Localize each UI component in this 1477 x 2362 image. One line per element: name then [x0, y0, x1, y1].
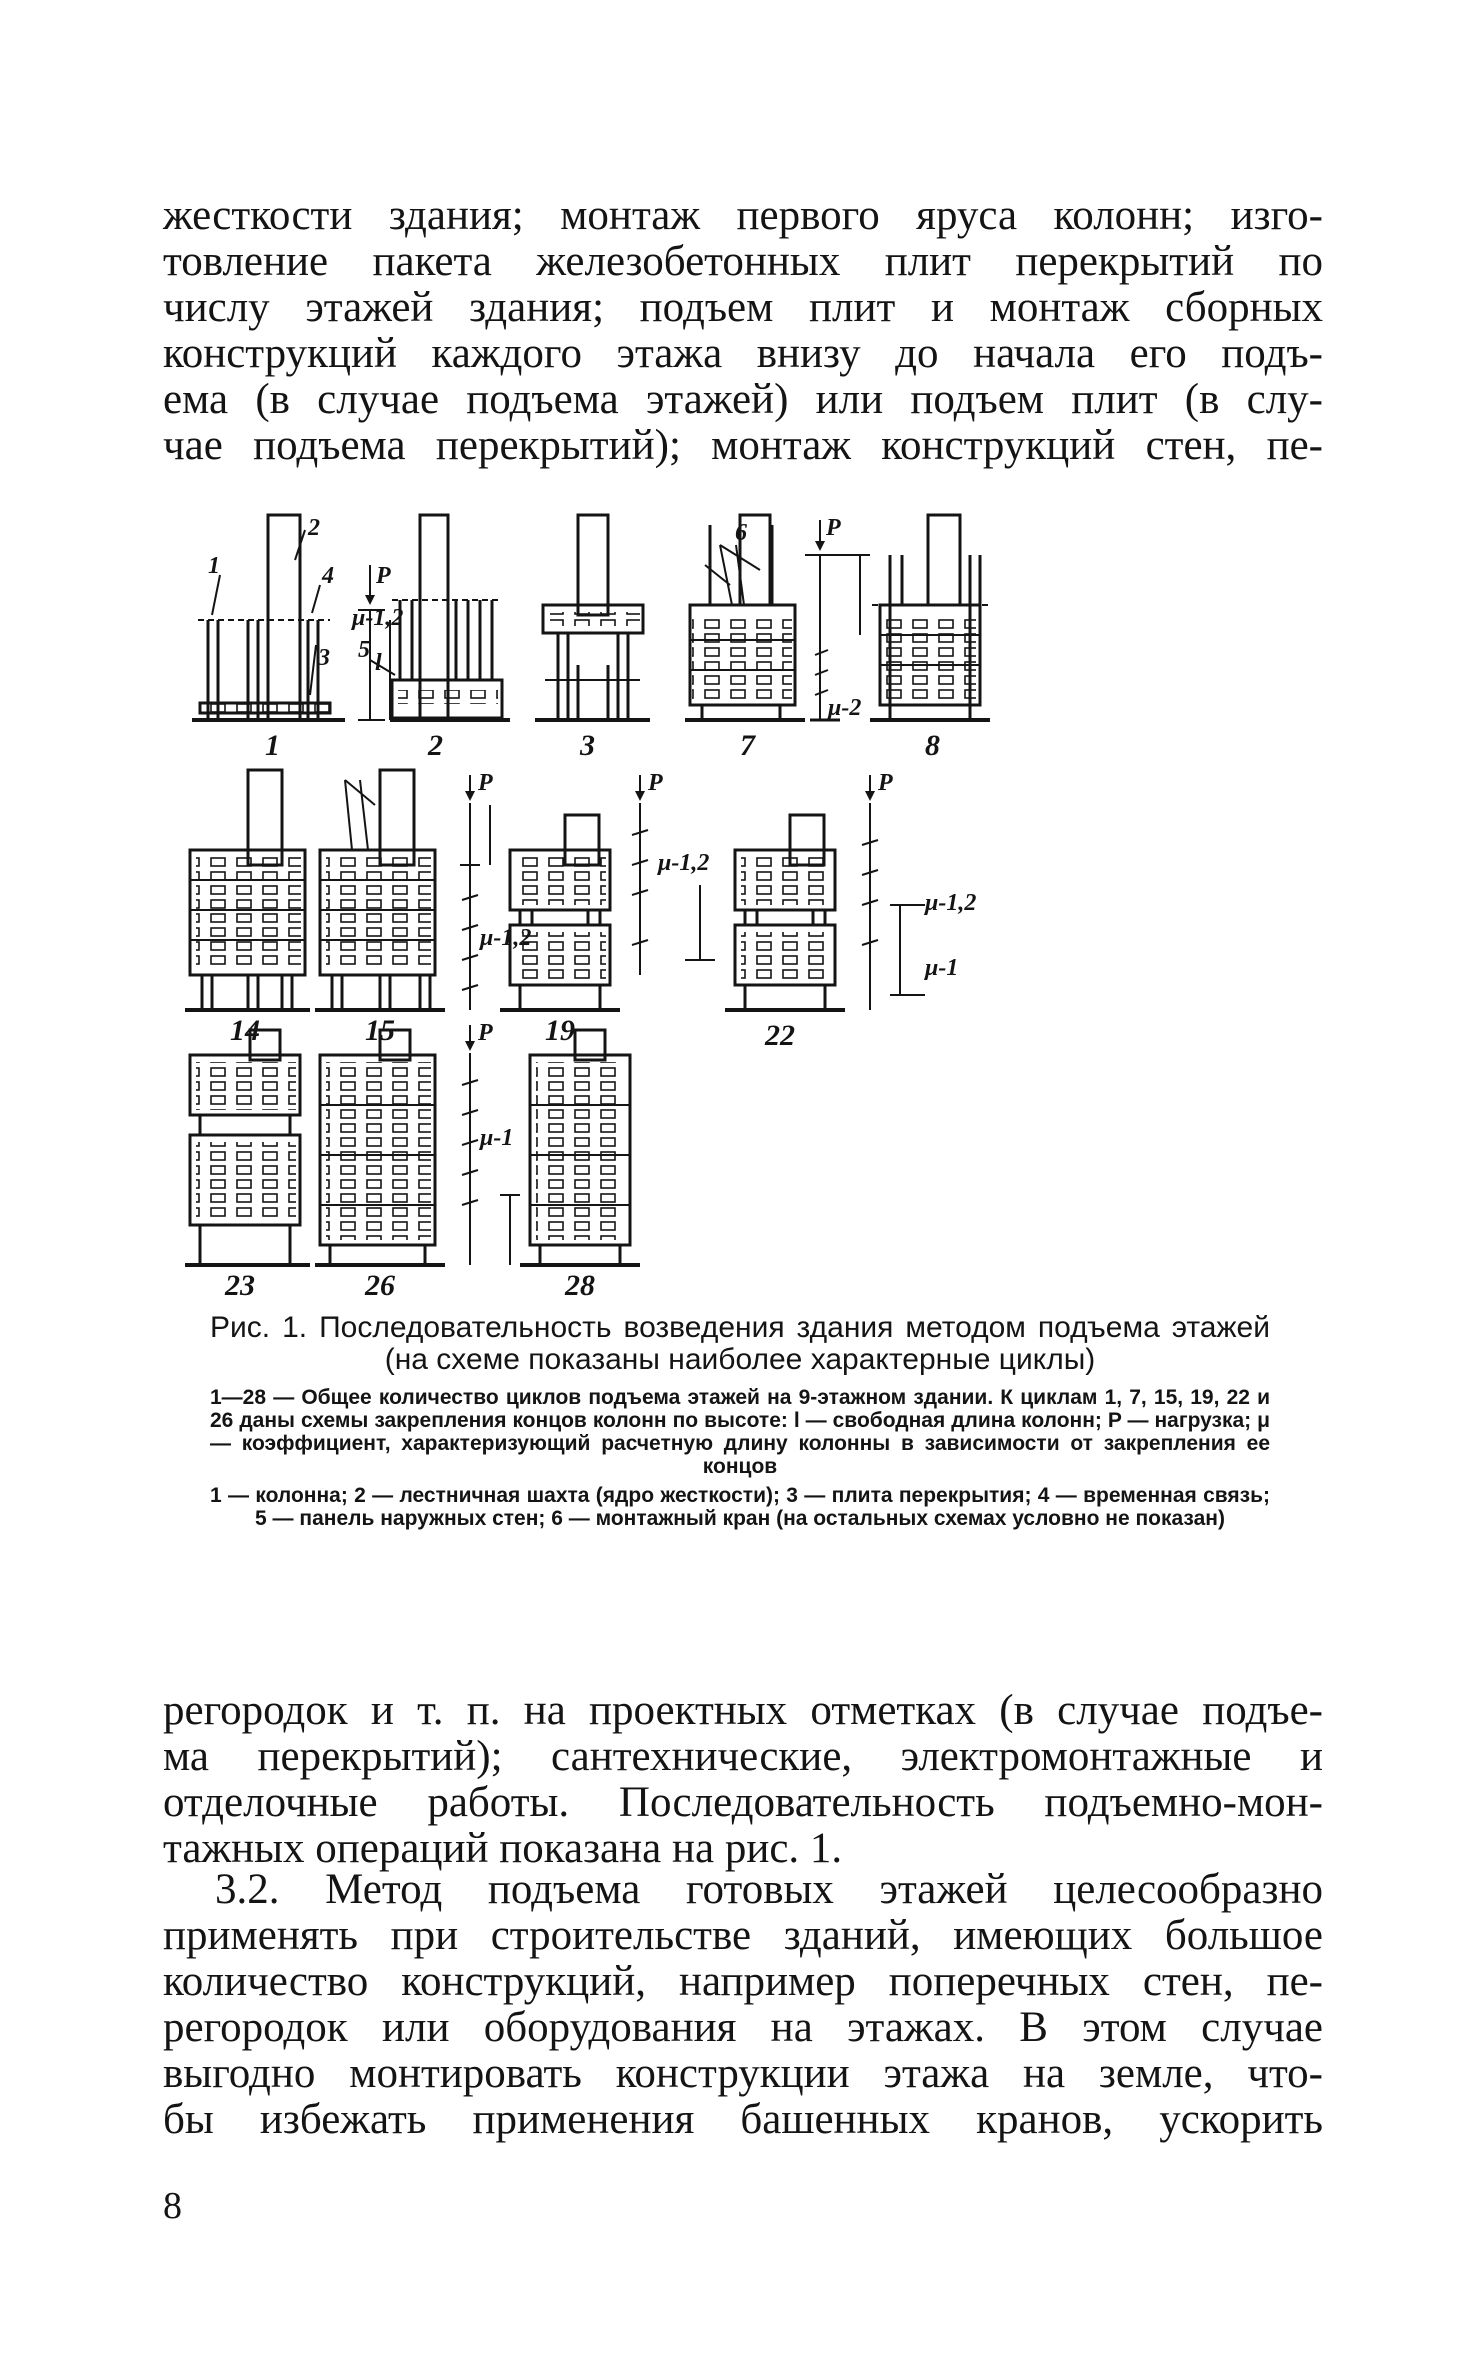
- figure-1-diagram: [180, 505, 1300, 1305]
- top-paragraph: [163, 193, 1323, 469]
- scheme-number-7: 7: [740, 729, 755, 762]
- scheme-23: [185, 1030, 310, 1265]
- scheme-8: [870, 515, 990, 720]
- mu-label-1-2-c: μ-1,2: [658, 850, 710, 876]
- label-temporary-tie: 4: [322, 563, 334, 589]
- scheme-number-1: 1: [265, 729, 280, 762]
- caption-title: Рис. 1. Последовательность возведения здания методом подъема этажей (на схеме показаны наиболее характерные циклы): [210, 1311, 1270, 1376]
- text-line: ема (в случае подъема этажей) или подъем плит (в слу-: [163, 376, 1323, 423]
- text-line: выгодно монтировать конструкции этажа на земле, что-: [163, 2050, 1323, 2097]
- load-label-p: P: [376, 563, 391, 589]
- text-line: конструкций каждого этажа внизу до начала его подъ-: [163, 330, 1323, 377]
- label-floor-slab: 3: [318, 645, 330, 671]
- scheme-number-19: 19: [545, 1014, 575, 1047]
- label-wall-panel: 5: [358, 637, 370, 663]
- load-label-p-3: P: [478, 770, 493, 796]
- mu-label-1-2-b: μ-1,2: [480, 925, 532, 951]
- scheme-number-28: 28: [565, 1269, 595, 1302]
- scheme-number-22: 22: [765, 1019, 795, 1052]
- text-line: бы избежать применения башенных кранов, ускорить: [163, 2096, 1323, 2143]
- scheme-3: [535, 515, 650, 720]
- load-diagram-4: [862, 775, 925, 1010]
- text-line: применять при строительстве зданий, имеющих большое: [163, 1912, 1323, 1959]
- load-diagram-1: [805, 520, 870, 720]
- text-line: чае подъема перекрытий); монтаж конструкций стен, пе-: [163, 422, 1323, 469]
- mu-label-1-b: μ-1: [480, 1125, 514, 1151]
- section-3-2-paragraph: [163, 1867, 1323, 2143]
- text-line: регородок и т. п. на проектных отметках (в случае подъе-: [163, 1687, 1323, 1734]
- load-diagram-2: [460, 775, 490, 1010]
- mu-label-1-2: μ-1,2: [352, 605, 404, 631]
- load-label-p-5: P: [878, 770, 893, 796]
- text-line: 3.2. Метод подъема готовых этажей целесообразно: [215, 1866, 1323, 1913]
- load-label-p-2: P: [826, 515, 841, 541]
- scheme-22: [725, 815, 845, 1010]
- scheme-15: [315, 770, 445, 1010]
- middle-paragraph: [163, 1688, 1323, 1872]
- scheme-number-14: 14: [230, 1014, 260, 1047]
- scheme-number-15: 15: [365, 1014, 395, 1047]
- caption-note-cycles: 1—28 — Общее количество циклов подъема этажей на 9-этажном здании. К циклам 1, 7, 15, 19, 22 и 26 даны схемы закрепления концов колонн по высоте: l — свободная длина колонн; P — нагрузка; μ — коэффициент, характеризующий расчетную длину колонны в зависимости от закрепления ее концов: [210, 1386, 1270, 1478]
- text-line: регородок или оборудования на этажах. В этом случае: [163, 2004, 1323, 2051]
- mu-label-1-2-d: μ-1,2: [925, 890, 977, 916]
- scheme-26: [315, 1030, 445, 1265]
- scheme-28: [520, 1030, 640, 1265]
- text-line: количество конструкций, например поперечных стен, пе-: [163, 1958, 1323, 2005]
- scheme-19: [500, 815, 620, 1010]
- scheme-number-23: 23: [225, 1269, 255, 1302]
- load-label-p-4: P: [648, 770, 663, 796]
- label-crane: 6: [735, 520, 747, 546]
- page-number: 8: [163, 2185, 182, 2227]
- text-line: отделочные работы. Последовательность подъемно-мон-: [163, 1779, 1323, 1826]
- scheme-number-8: 8: [925, 729, 940, 762]
- mu-label-2: μ-2: [828, 695, 862, 721]
- text-line: тажных операций показана на рис. 1.: [163, 1825, 843, 1872]
- length-label-l: l: [375, 650, 382, 676]
- text-line: жесткости здания; монтаж первого яруса колонн; изго-: [163, 192, 1323, 239]
- text-line: числу этажей здания; подъем плит и монтаж сборных: [163, 284, 1323, 331]
- caption-note-legend: 1 — колонна; 2 — лестничная шахта (ядро жесткости); 3 — плита перекрытия; 4 — временная связь; 5 — панель наружных стен; 6 — монтажный кран (на остальных схемах условно не показан): [210, 1484, 1270, 1530]
- figure-caption: [210, 1312, 1270, 1536]
- label-column: 1: [208, 553, 220, 579]
- label-stair-shaft: 2: [308, 515, 320, 541]
- mu-label-1-a: μ-1: [925, 955, 959, 981]
- construction-sequence-drawing: [180, 505, 1300, 1305]
- text-line: ма перекрытий); сантехнические, электромонтажные и: [163, 1733, 1323, 1780]
- text-line: товление пакета железобетонных плит перекрытий по: [163, 238, 1323, 285]
- scheme-number-3: 3: [580, 729, 595, 762]
- scheme-number-26: 26: [365, 1269, 395, 1302]
- scheme-14: [185, 770, 310, 1010]
- scheme-number-2: 2: [428, 729, 443, 762]
- load-label-p-6: P: [478, 1020, 493, 1046]
